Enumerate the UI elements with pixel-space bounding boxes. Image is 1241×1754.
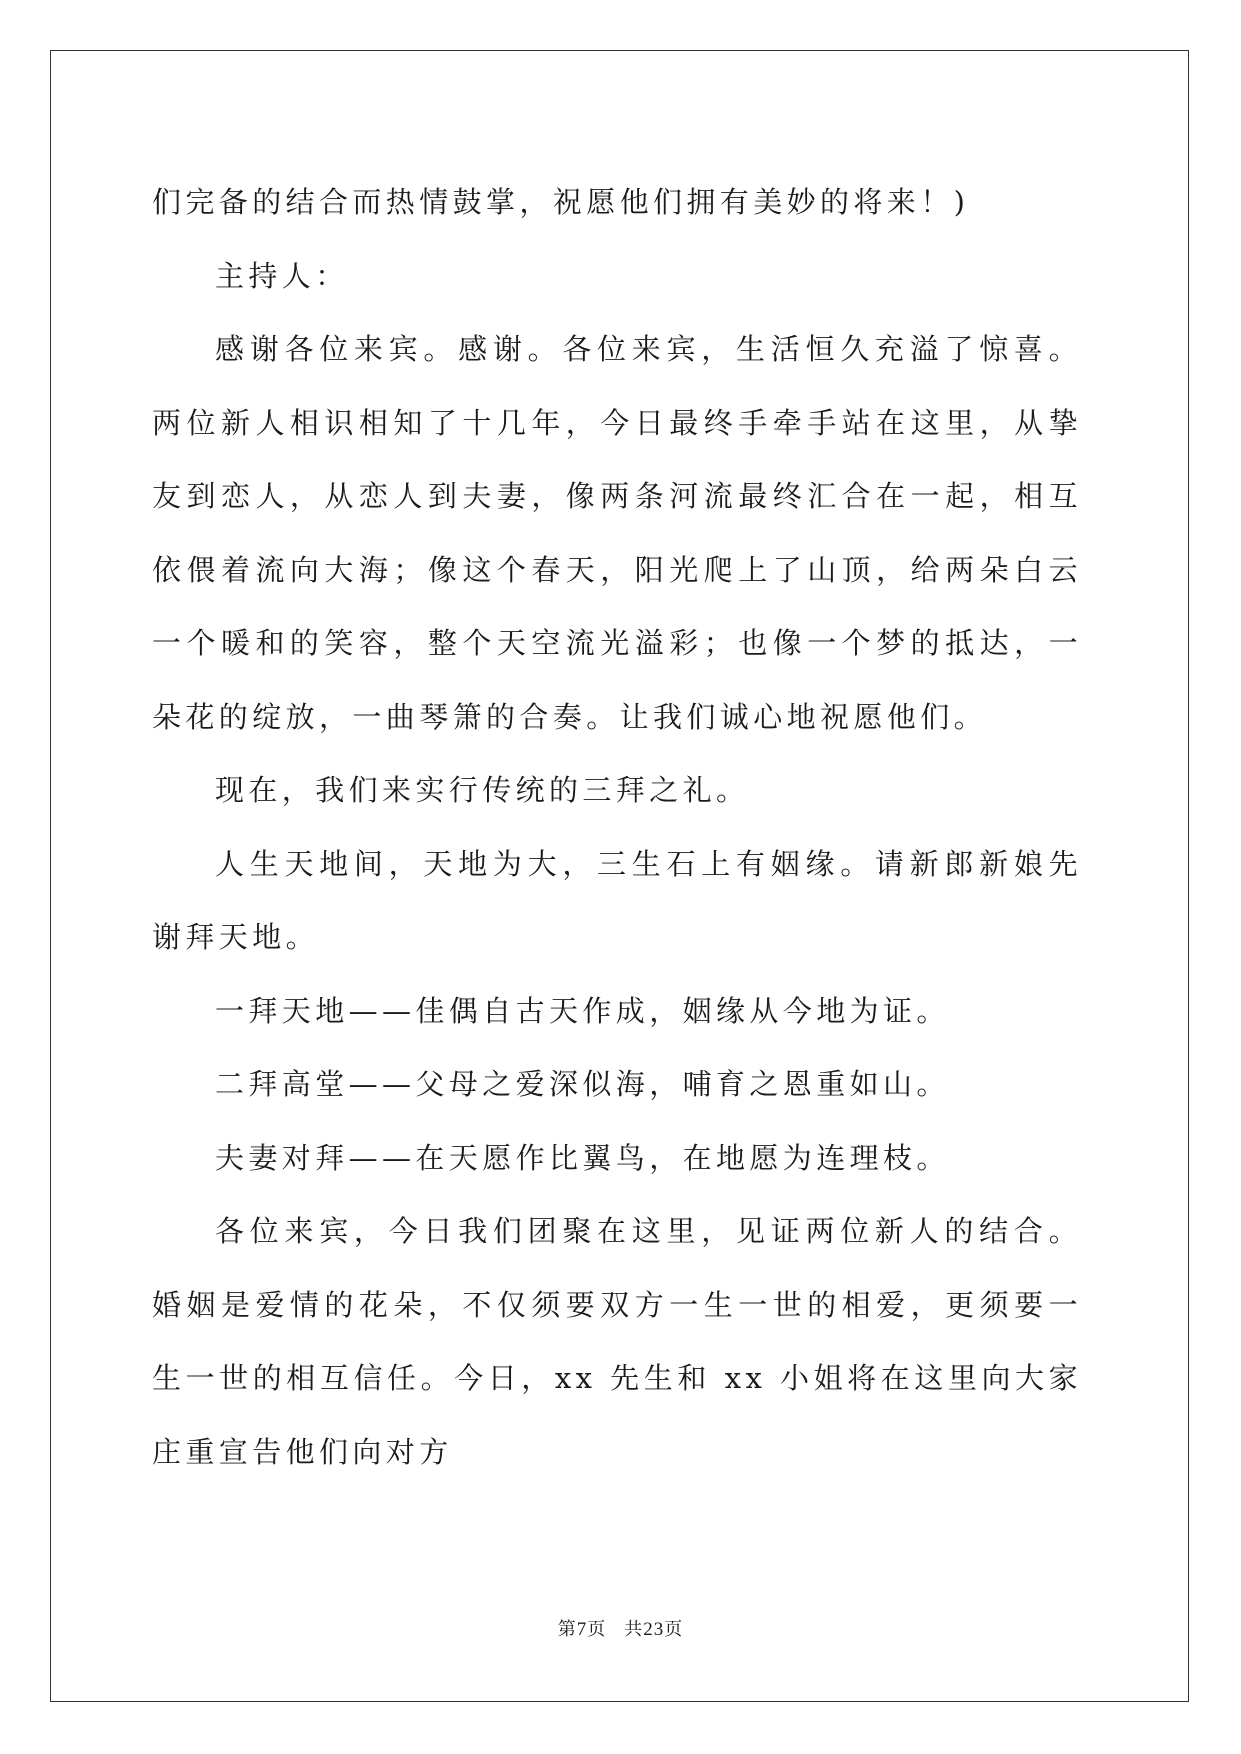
paragraph-8: 夫妻对拜——在天愿作比翼鸟，在地愿为连理枝。 [215,1140,950,1175]
page-current: 7 [576,1619,588,1640]
page-prefix: 第 [557,1619,577,1640]
page-total: 23 [643,1619,665,1640]
paragraph-6: 一拜天地——佳偶自古天作成，姻缘从今地为证。 [215,993,950,1028]
page-suffix: 页 [587,1619,607,1640]
paragraph-3: 感谢各位来宾。感谢。各位来宾，生活恒久充溢了惊喜。两位新人相识相知了十几年，今日最终手牵手站在这里，从挚友到恋人，从恋人到夫妻，像两条河流最终汇合在一起，相互依偎着流向大海；像这个春天，阳光爬上了山顶，给两朵白云一个暖和的笑容，整个天空流光溢彩；也像一个梦的抵达，一朵花的绽放，一曲琴箫的合奏。让我们诚心地祝愿他们。 [152,332,1082,734]
document-body [152,166,1082,1489]
paragraph-5: 人生天地间，天地为大，三生石上有姻缘。请新郎新娘先谢拜天地。 [152,846,1082,954]
paragraph-4: 现在，我们来实行传统的三拜之礼。 [215,773,750,807]
paragraph-7: 二拜高堂——父母之爱深似海，哺育之恩重如山。 [215,1067,950,1101]
paragraph-2: 主持人： [215,258,349,293]
paragraph-9: 各位来宾，今日我们团聚在这里，见证两位新人的结合。婚姻是爱情的花朵，不仅须要双方一生一世的相爱，更须要一生一世的相互信任。今日，xx 先生和 xx 小姐将在这里向大家庄重宣告他们向对方 [152,1214,1082,1469]
paragraph-1: 们完备的结合而热情鼓掌，祝愿他们拥有美妙的将来！) [152,185,970,219]
page-footer [0,1615,1241,1641]
total-suffix: 页 [664,1619,684,1640]
total-prefix: 共 [624,1619,644,1640]
